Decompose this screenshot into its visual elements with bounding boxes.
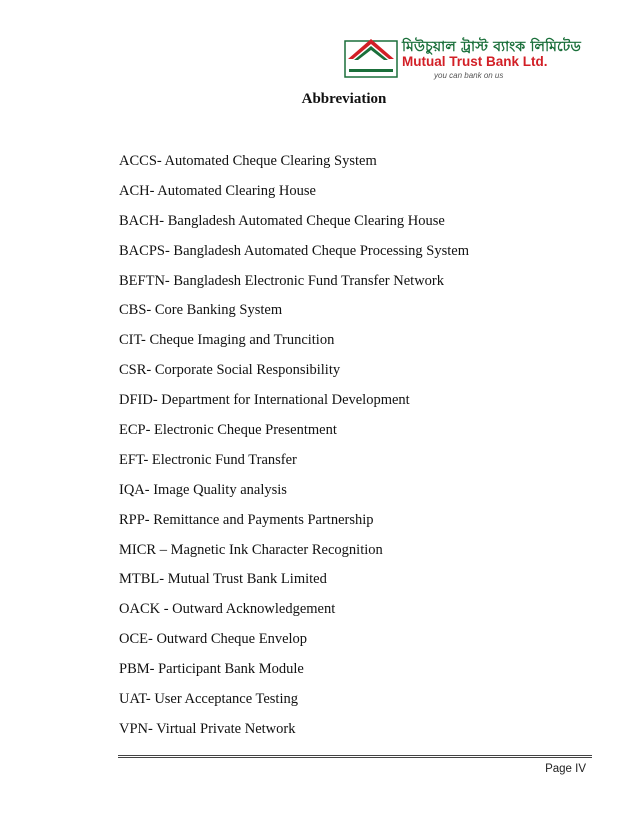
list-item: VPN- Virtual Private Network: [119, 720, 296, 737]
list-item: UAT- User Acceptance Testing: [119, 691, 298, 708]
footer-divider: [118, 755, 592, 759]
list-item: BEFTN- Bangladesh Electronic Fund Transfer Network: [119, 272, 444, 289]
bank-name-bangla: মিউচুয়াল ট্রাস্ট ব্যাংক লিমিটেড: [402, 39, 582, 55]
bank-name-english: Mutual Trust Bank Ltd.: [402, 54, 548, 69]
list-item: CSR- Corporate Social Responsibility: [119, 362, 341, 379]
list-item: BACPS- Bangladesh Automated Cheque Processing System: [119, 242, 469, 259]
list-item: OCE- Outward Cheque Envelop: [119, 631, 308, 648]
list-item: MICR – Magnetic Ink Character Recognition: [119, 541, 383, 558]
page-title: Abbreviation: [301, 91, 387, 107]
list-item: ACCS- Automated Cheque Clearing System: [119, 153, 377, 169]
list-item: EFT- Electronic Fund Transfer: [119, 451, 297, 468]
list-item: IQA- Image Quality analysis: [119, 481, 287, 498]
list-item: BACH- Bangladesh Automated Cheque Clearing House: [119, 212, 445, 229]
bank-logo: [344, 33, 606, 79]
list-item: OACK - Outward Acknowledgement: [119, 601, 336, 618]
list-item: CIT- Cheque Imaging and Truncition: [119, 332, 335, 349]
page-number: Page IV: [545, 763, 586, 775]
list-item: CBS- Core Banking System: [119, 302, 283, 319]
bank-tagline: you can bank on us: [434, 71, 504, 80]
list-item: PBM- Participant Bank Module: [119, 661, 304, 678]
list-item: MTBL- Mutual Trust Bank Limited: [119, 571, 327, 588]
list-item: ECP- Electronic Cheque Presentment: [119, 422, 337, 439]
list-item: DFID- Department for International Development: [119, 392, 410, 409]
list-item: ACH- Automated Clearing House: [119, 182, 316, 199]
list-item: RPP- Remittance and Payments Partnership: [119, 511, 374, 528]
abbreviation-list: [119, 151, 469, 749]
bank-logo-icon: [344, 33, 398, 79]
